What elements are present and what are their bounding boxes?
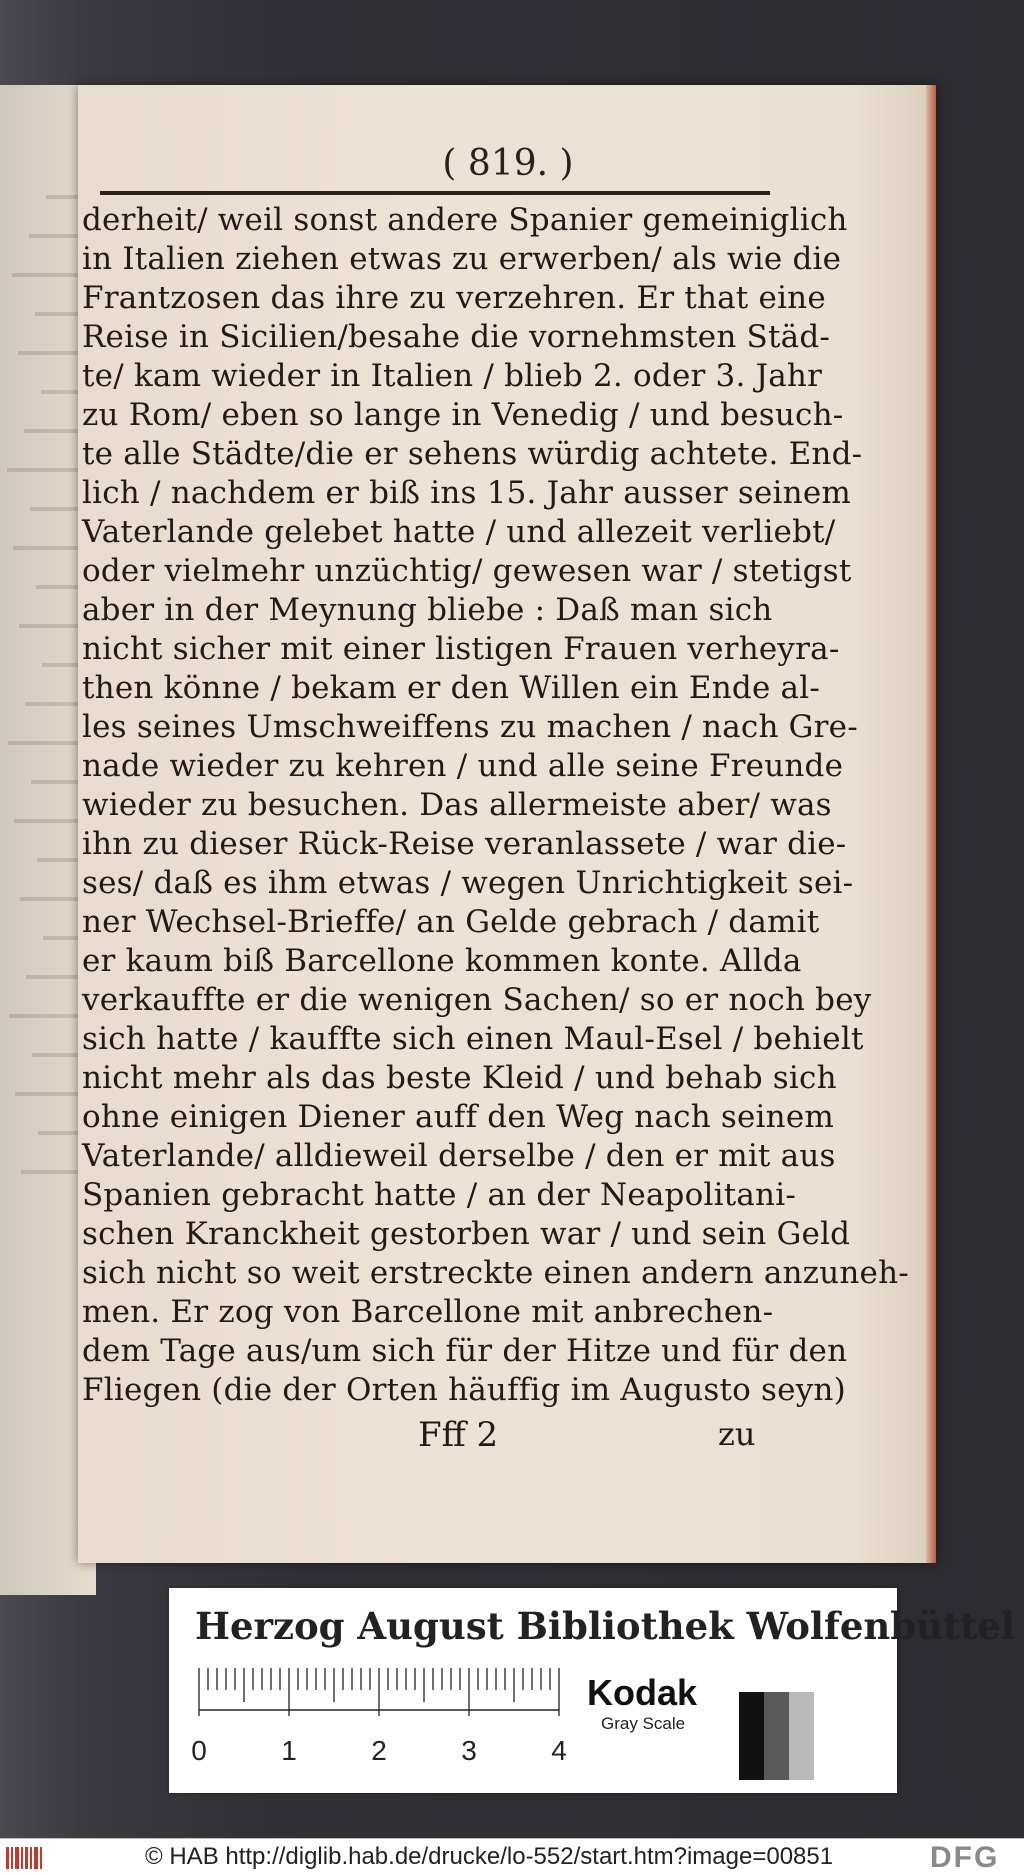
text-line: wieder zu besuchen. Das allermeiste aber/ was	[82, 787, 832, 823]
text-line: Frantzosen das ihre zu verzehren. Er that eine	[82, 280, 826, 316]
text-line: ses/ daß es ihm etwas / wegen Unrichtigkeit sei-	[82, 865, 854, 901]
kodak-subtitle: Gray Scale	[601, 1714, 686, 1733]
text-line: sich nicht so weit erstreckte einen andern anzuneh-	[82, 1255, 909, 1291]
signature-mark: Fff 2	[418, 1415, 499, 1455]
text-line: then könne / bekam er den Willen ein Ende al-	[82, 670, 821, 706]
library-name: Herzog August Bibliothek Wolfenbüttel	[195, 1604, 1015, 1648]
page-number: ( 819. )	[442, 143, 574, 184]
dfg-logo: DFG	[930, 1841, 1000, 1874]
gray-swatch	[739, 1692, 764, 1780]
ruler-number: 0	[191, 1735, 207, 1766]
text-line: Vaterlande/ alldieweil derselbe / den er mit aus	[82, 1138, 836, 1174]
gray-swatch	[764, 1692, 789, 1780]
text-line: sich hatte / kauffte sich einen Maul-Esel / behielt	[82, 1021, 864, 1057]
text-line: les seines Umschweiffens zu machen / nach Gre-	[82, 709, 858, 745]
page-fore-edge	[926, 85, 936, 1563]
text-line: ner Wechsel-Brieffe/ an Gelde gebrach / damit	[82, 904, 820, 940]
text-line: zu Rom/ eben so lange in Venedig / und besuch-	[82, 397, 844, 433]
ruler-number: 3	[461, 1735, 477, 1766]
ruler-number: 1	[281, 1735, 297, 1766]
text-line: Reise in Sicilien/besahe die vornehmsten Städ-	[82, 319, 831, 355]
footer-bar	[0, 1838, 1024, 1875]
header-rule	[100, 191, 770, 195]
gray-scale-swatches	[739, 1692, 839, 1780]
text-line: oder vielmehr unzüchtig/ gewesen war / stetigst	[82, 553, 852, 589]
scale-ruler	[189, 1660, 569, 1780]
text-line: er kaum biß Barcellone kommen konte. Allda	[82, 943, 802, 979]
text-line: aber in der Meynung bliebe : Daß man sich	[82, 592, 773, 628]
text-line: nicht sicher mit einer listigen Frauen verheyra-	[82, 631, 840, 667]
color-calibration-card	[169, 1588, 1015, 1793]
text-line: derheit/ weil sonst andere Spanier gemeiniglich	[82, 202, 848, 238]
gray-swatch	[814, 1692, 839, 1780]
text-line: Vaterlande gelebet hatte / und allezeit verliebt/	[82, 514, 836, 550]
text-line: te alle Städte/die er sehens würdig achtete. End-	[82, 436, 863, 472]
text-line: Spanien gebracht hatte / an der Neapolitani-	[82, 1177, 796, 1213]
gray-swatch	[789, 1692, 814, 1780]
text-line: ihn zu dieser Rück-Reise veranlassete / war die-	[82, 826, 847, 862]
text-line: ohne einigen Diener auff den Weg nach seinem	[82, 1099, 834, 1135]
text-line: men. Er zog von Barcellone mit anbrechen-	[82, 1294, 774, 1330]
text-line: verkauffte er die wenigen Sachen/ so er noch bey	[82, 982, 872, 1018]
kodak-logo: Kodak	[587, 1672, 698, 1713]
text-line: lich / nachdem er biß ins 15. Jahr ausser seinem	[82, 475, 851, 511]
text-line: te/ kam wieder in Italien / blieb 2. oder 3. Jahr	[82, 358, 823, 394]
hab-barcode-icon	[6, 1847, 46, 1869]
text-line: nade wieder zu kehren / und alle seine Freunde	[82, 748, 844, 784]
ruler-number: 2	[371, 1735, 387, 1766]
book-page	[78, 85, 936, 1563]
text-line: dem Tage aus/um sich für der Hitze und für den	[82, 1333, 848, 1369]
ruler-number: 4	[551, 1735, 567, 1766]
text-line: Fliegen (die der Orten häuffig im Augusto seyn)	[82, 1372, 846, 1408]
text-line: nicht mehr als das beste Kleid / und behab sich	[82, 1060, 837, 1096]
text-line: in Italien ziehen etwas zu erwerben/ als wie die	[82, 241, 842, 277]
text-line: schen Kranckheit gestorben war / und sein Geld	[82, 1216, 851, 1252]
body-text	[82, 201, 909, 1410]
catchword: zu	[718, 1415, 756, 1453]
copyright-link[interactable]: © HAB http://diglib.hab.de/drucke/lo-552/start.htm?image=00851	[145, 1843, 834, 1870]
